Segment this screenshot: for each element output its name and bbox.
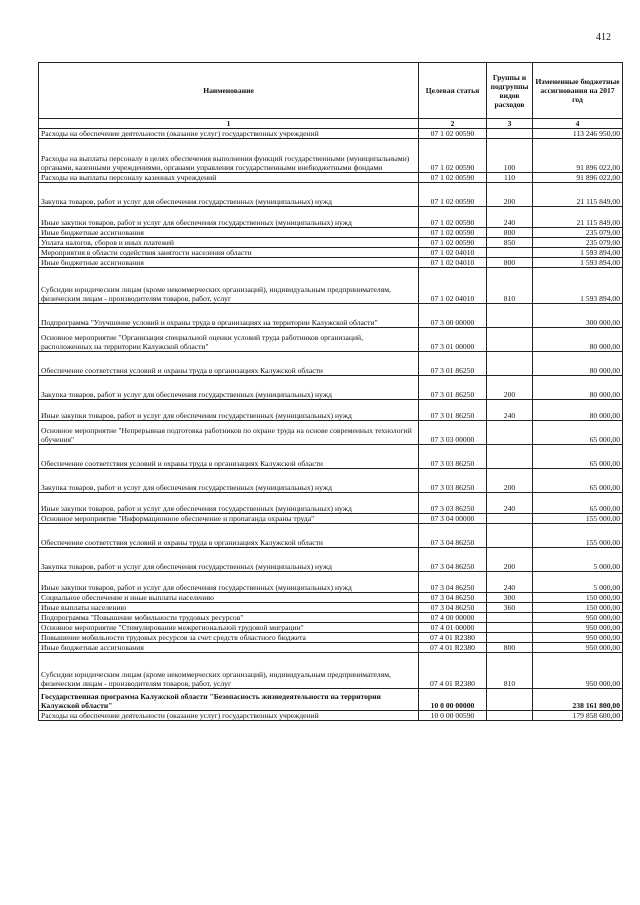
row-code: 07 3 03 86250 [419, 469, 487, 493]
row-amount: 1 593 894,00 [533, 258, 623, 268]
row-name: Основное мероприятие "Стимулирование межрегиональной трудовой миграции" [39, 623, 419, 633]
row-name: Повышение мобильности трудовых ресурсов за счет средств областного бюджета [39, 633, 419, 643]
row-group: 240 [487, 493, 533, 514]
row-code: 07 3 01 00000 [419, 328, 487, 352]
table-row [39, 613, 623, 623]
row-amount: 80 000,00 [533, 400, 623, 421]
row-name: Иные закупки товаров, работ и услуг для обеспечения государственных (муниципальных) нужд [39, 400, 419, 421]
row-amount: 1 593 894,00 [533, 248, 623, 258]
table-row [39, 268, 623, 304]
row-group: 200 [487, 548, 533, 572]
row-group: 810 [487, 268, 533, 304]
row-amount: 1 593 894,00 [533, 268, 623, 304]
row-name: Подпрограмма "Повышение мобильности трудовых ресурсов" [39, 613, 419, 623]
row-amount: 300 000,00 [533, 304, 623, 328]
table-row [39, 376, 623, 400]
row-group: 110 [487, 173, 533, 183]
row-name: Иные выплаты населению [39, 603, 419, 613]
row-group [487, 421, 533, 445]
row-amount: 5 000,00 [533, 548, 623, 572]
row-name: Закупка товаров, работ и услуг для обеспечения государственных (муниципальных) нужд [39, 469, 419, 493]
row-name: Закупка товаров, работ и услуг для обеспечения государственных (муниципальных) нужд [39, 183, 419, 207]
row-name: Государственная программа Калужской области "Безопасность жизнедеятельности на территории Калужской области" [39, 689, 419, 711]
row-name: Иные закупки товаров, работ и услуг для обеспечения государственных (муниципальных) нужд [39, 493, 419, 514]
row-amount: 235 079,00 [533, 238, 623, 248]
table-row [39, 183, 623, 207]
row-group: 300 [487, 593, 533, 603]
table-row [39, 493, 623, 514]
row-code: 10 0 00 00000 [419, 689, 487, 711]
table-row [39, 129, 623, 139]
row-name: Иные бюджетные ассигнования [39, 258, 419, 268]
row-name: Иные бюджетные ассигнования [39, 643, 419, 653]
row-code: 07 3 03 86250 [419, 445, 487, 469]
row-name: Расходы на обеспечение деятельности (оказание услуг) государственных учреждений [39, 129, 419, 139]
row-amount: 950 000,00 [533, 613, 623, 623]
row-name: Иные закупки товаров, работ и услуг для обеспечения государственных (муниципальных) нужд [39, 572, 419, 593]
table-row [39, 228, 623, 238]
col-number: 4 [533, 119, 623, 129]
row-name: Субсидии юридическим лицам (кроме некоммерческих организаций), индивидуальным предпринимателям, физическим лицам - производителям товаров, работ, услуг [39, 653, 419, 689]
table-row [39, 711, 623, 721]
row-amount: 950 000,00 [533, 633, 623, 643]
row-code: 07 3 01 86250 [419, 400, 487, 421]
row-name: Основное мероприятие "Организация специальной оценки условий труда работников организаций, расположенных на территории Калужской области" [39, 328, 419, 352]
row-amount: 113 246 950,00 [533, 129, 623, 139]
row-group [487, 524, 533, 548]
row-name: Обеспечение соответствия условий и охраны труда в организациях Калужской области [39, 352, 419, 376]
row-group: 800 [487, 228, 533, 238]
row-group [487, 248, 533, 258]
row-code: 07 1 02 00590 [419, 173, 487, 183]
row-amount: 155 000,00 [533, 524, 623, 548]
table-row [39, 593, 623, 603]
table-row [39, 238, 623, 248]
header-group: Группы и подгруппы видов расходов [487, 63, 533, 119]
row-group: 850 [487, 238, 533, 248]
row-amount: 80 000,00 [533, 352, 623, 376]
table-row [39, 421, 623, 445]
row-amount: 950 000,00 [533, 643, 623, 653]
row-name: Субсидии юридическим лицам (кроме некоммерческих организаций), индивидуальным предпринимателям, физическим лицам - производителям товаров, работ, услуг [39, 268, 419, 304]
row-name: Расходы на выплаты персоналу казенных учреждений [39, 173, 419, 183]
table-row [39, 524, 623, 548]
table-row [39, 548, 623, 572]
table-row [39, 445, 623, 469]
header-code: Целевая статья [419, 63, 487, 119]
row-group: 200 [487, 469, 533, 493]
row-code: 07 1 02 04010 [419, 248, 487, 258]
row-group [487, 623, 533, 633]
row-amount: 235 079,00 [533, 228, 623, 238]
column-number-row [39, 119, 623, 129]
table-row [39, 653, 623, 689]
row-group: 800 [487, 258, 533, 268]
row-name: Закупка товаров, работ и услуг для обеспечения государственных (муниципальных) нужд [39, 548, 419, 572]
table-row [39, 633, 623, 643]
header-amount: Измененные бюджетные ассигнования на 2017 год [533, 63, 623, 119]
row-amount: 80 000,00 [533, 328, 623, 352]
table-row [39, 258, 623, 268]
row-code: 07 4 01 R2380 [419, 633, 487, 643]
row-code: 07 1 02 00590 [419, 129, 487, 139]
table-row [39, 623, 623, 633]
row-amount: 65 000,00 [533, 421, 623, 445]
row-code: 07 1 02 00590 [419, 183, 487, 207]
row-amount: 21 115 849,00 [533, 183, 623, 207]
row-group [487, 514, 533, 524]
row-name: Закупка товаров, работ и услуг для обеспечения государственных (муниципальных) нужд [39, 376, 419, 400]
table-body [39, 129, 623, 721]
row-code: 07 3 03 00000 [419, 421, 487, 445]
row-name: Иные закупки товаров, работ и услуг для обеспечения государственных (муниципальных) нужд [39, 207, 419, 228]
row-group [487, 352, 533, 376]
row-group [487, 711, 533, 721]
row-name: Уплата налогов, сборов и иных платежей [39, 238, 419, 248]
row-amount: 21 115 849,00 [533, 207, 623, 228]
row-group [487, 328, 533, 352]
row-code: 07 1 02 00590 [419, 139, 487, 173]
table-row [39, 514, 623, 524]
row-group: 200 [487, 183, 533, 207]
row-group [487, 613, 533, 623]
row-code: 07 1 02 04010 [419, 268, 487, 304]
row-amount: 91 896 022,00 [533, 173, 623, 183]
row-code: 07 4 01 00000 [419, 623, 487, 633]
row-amount: 238 161 800,00 [533, 689, 623, 711]
row-code: 07 4 01 R2380 [419, 653, 487, 689]
row-code: 07 3 01 86250 [419, 352, 487, 376]
table-row [39, 173, 623, 183]
table-row [39, 248, 623, 258]
row-code: 07 1 02 00590 [419, 207, 487, 228]
row-code: 07 1 02 00590 [419, 228, 487, 238]
row-code: 07 4 01 R2380 [419, 643, 487, 653]
row-group: 800 [487, 643, 533, 653]
row-code: 07 3 04 00000 [419, 514, 487, 524]
row-amount: 950 000,00 [533, 653, 623, 689]
table-row [39, 304, 623, 328]
row-group [487, 304, 533, 328]
header-name: Наименование [39, 63, 419, 119]
table-row [39, 689, 623, 711]
row-amount: 91 896 022,00 [533, 139, 623, 173]
row-group: 240 [487, 400, 533, 421]
row-group [487, 689, 533, 711]
row-code: 07 3 04 86250 [419, 603, 487, 613]
page-number: 412 [596, 32, 611, 43]
row-group: 810 [487, 653, 533, 689]
row-code: 07 1 02 04010 [419, 258, 487, 268]
row-code: 07 3 04 86250 [419, 572, 487, 593]
row-group: 360 [487, 603, 533, 613]
row-name: Подпрограмма "Улучшение условий и охраны труда в организациях на территории Калужской области" [39, 304, 419, 328]
row-amount: 150 000,00 [533, 603, 623, 613]
row-group [487, 129, 533, 139]
row-code: 07 3 04 86250 [419, 524, 487, 548]
row-amount: 65 000,00 [533, 469, 623, 493]
row-group [487, 633, 533, 643]
table-row [39, 643, 623, 653]
row-amount: 155 000,00 [533, 514, 623, 524]
row-name: Расходы на выплаты персоналу в целях обеспечения выполнения функций государственными (муниципальными) органами, казенными учреждениями, органами управления государственными внебюджетными фондами [39, 139, 419, 173]
row-amount: 179 858 600,00 [533, 711, 623, 721]
row-name: Обеспечение соответствия условий и охраны труда в организациях Калужской области [39, 524, 419, 548]
row-group: 240 [487, 207, 533, 228]
col-number: 3 [487, 119, 533, 129]
row-amount: 150 000,00 [533, 593, 623, 603]
table-row [39, 400, 623, 421]
row-group: 240 [487, 572, 533, 593]
row-code: 07 3 04 86250 [419, 593, 487, 603]
table-row [39, 603, 623, 613]
row-name: Расходы на обеспечение деятельности (оказание услуг) государственных учреждений [39, 711, 419, 721]
row-name: Социальное обеспечение и иные выплаты населению [39, 593, 419, 603]
row-code: 07 3 03 86250 [419, 493, 487, 514]
row-code: 07 3 01 86250 [419, 376, 487, 400]
row-name: Иные бюджетные ассигнования [39, 228, 419, 238]
table-row [39, 352, 623, 376]
table-row [39, 469, 623, 493]
budget-table [38, 62, 623, 721]
table-row [39, 139, 623, 173]
row-group: 100 [487, 139, 533, 173]
row-amount: 80 000,00 [533, 376, 623, 400]
table-row [39, 572, 623, 593]
row-name: Основное мероприятие "Непрерывная подготовка работников по охране труда на основе современных технологий обучения" [39, 421, 419, 445]
row-amount: 5 000,00 [533, 572, 623, 593]
table-row [39, 207, 623, 228]
row-code: 10 0 00 00590 [419, 711, 487, 721]
header-row [39, 63, 623, 119]
col-number: 2 [419, 119, 487, 129]
col-number: 1 [39, 119, 419, 129]
row-amount: 65 000,00 [533, 445, 623, 469]
row-name: Обеспечение соответствия условий и охраны труда в организациях Калужской области [39, 445, 419, 469]
row-code: 07 3 00 00000 [419, 304, 487, 328]
row-amount: 65 000,00 [533, 493, 623, 514]
table-row [39, 328, 623, 352]
row-name: Мероприятия в области содействия занятости населения области [39, 248, 419, 258]
row-amount: 950 000,00 [533, 623, 623, 633]
row-code: 07 1 02 00590 [419, 238, 487, 248]
row-code: 07 3 04 86250 [419, 548, 487, 572]
row-code: 07 4 00 00000 [419, 613, 487, 623]
row-group: 200 [487, 376, 533, 400]
row-group [487, 445, 533, 469]
row-name: Основное мероприятие "Информационное обеспечение и пропаганда охраны труда" [39, 514, 419, 524]
